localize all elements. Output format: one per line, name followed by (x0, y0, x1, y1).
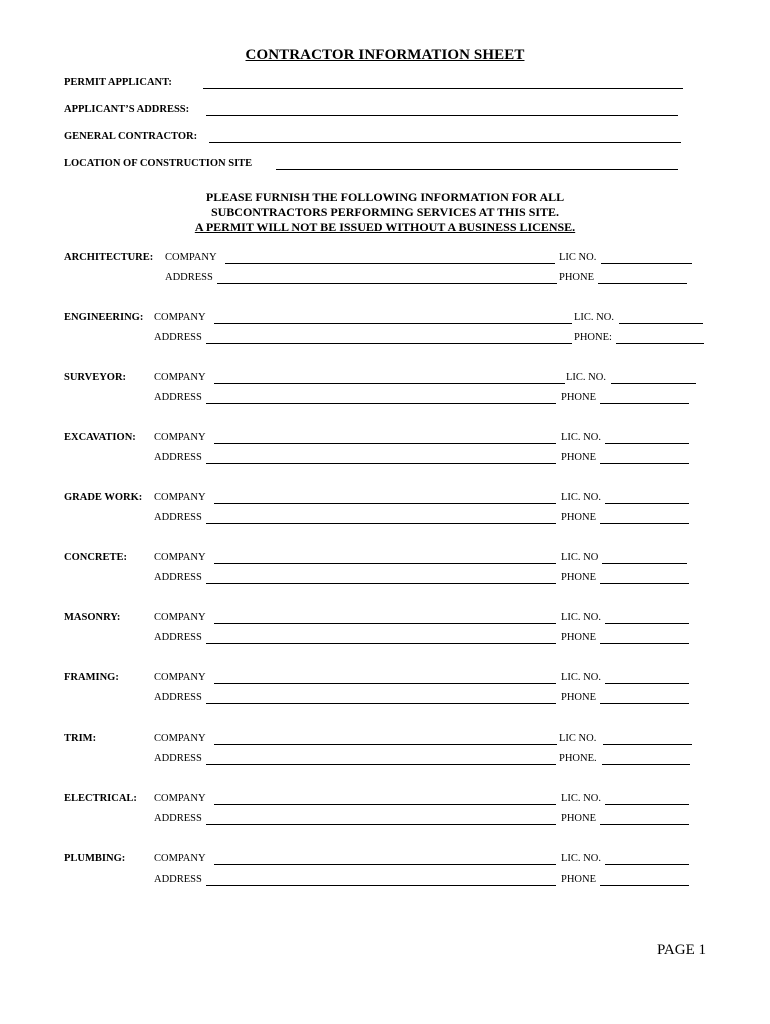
company-label: COMPANY (154, 733, 206, 744)
section-label-surveyor: SURVEYOR: (64, 372, 127, 383)
company-label: COMPANY (154, 372, 206, 383)
phone-label: PHONE (561, 813, 597, 824)
company-field[interactable] (214, 623, 556, 624)
address-field[interactable] (206, 463, 556, 464)
lic-no-label: LIC. NO. (566, 372, 606, 383)
phone-label: PHONE (561, 452, 597, 463)
lic-no-field[interactable] (605, 804, 689, 805)
company-field[interactable] (214, 683, 556, 684)
phone-label: PHONE (561, 874, 597, 885)
company-label: COMPANY (154, 793, 206, 804)
section-label-excavation: EXCAVATION: (64, 432, 136, 443)
section-label-concrete: CONCRETE: (64, 552, 128, 563)
page-title: CONTRACTOR INFORMATION SHEET (245, 47, 525, 63)
lic-no-label: LIC. NO. (561, 672, 601, 683)
company-field[interactable] (214, 443, 556, 444)
company-label: COMPANY (154, 432, 206, 443)
phone-field[interactable] (600, 583, 689, 584)
section-label-electrical: ELECTRICAL: (64, 793, 137, 804)
lic-no-field[interactable] (602, 563, 687, 564)
address-field[interactable] (206, 643, 556, 644)
phone-field[interactable] (616, 343, 704, 344)
company-label: COMPANY (154, 612, 206, 623)
applicant-address-label: APPLICANT’S ADDRESS: (64, 104, 190, 115)
phone-label: PHONE: (574, 332, 612, 343)
lic-no-label: LIC. NO. (561, 432, 601, 443)
address-label: ADDRESS (154, 572, 202, 583)
company-field[interactable] (214, 804, 556, 805)
applicant-address-field[interactable] (206, 115, 678, 116)
phone-field[interactable] (600, 885, 689, 886)
phone-label: PHONE (561, 632, 597, 643)
address-label: ADDRESS (154, 332, 202, 343)
lic-no-label: LIC. NO. (574, 312, 614, 323)
lic-no-label: LIC NO. (559, 733, 597, 744)
address-field[interactable] (206, 523, 556, 524)
permit-applicant-field[interactable] (203, 88, 683, 89)
address-field[interactable] (206, 403, 556, 404)
company-field[interactable] (225, 263, 555, 264)
phone-field[interactable] (598, 283, 687, 284)
address-label: ADDRESS (165, 272, 213, 283)
company-label: COMPANY (165, 252, 217, 263)
construction-site-field[interactable] (276, 169, 678, 170)
phone-field[interactable] (602, 764, 690, 765)
phone-field[interactable] (600, 824, 689, 825)
section-label-grade-work: GRADE WORK: (64, 492, 143, 503)
lic-no-label: LIC. NO. (561, 612, 601, 623)
phone-label: PHONE (559, 272, 595, 283)
section-label-masonry: MASONRY: (64, 612, 121, 623)
phone-field[interactable] (600, 643, 689, 644)
general-contractor-field[interactable] (209, 142, 681, 143)
page-number: PAGE 1 (656, 942, 706, 958)
phone-label: PHONE (561, 692, 597, 703)
phone-field[interactable] (600, 463, 689, 464)
lic-no-field[interactable] (603, 744, 692, 745)
address-label: ADDRESS (154, 512, 202, 523)
phone-label: PHONE (561, 512, 597, 523)
phone-label: PHONE (561, 392, 597, 403)
phone-label: PHONE. (559, 753, 597, 764)
phone-field[interactable] (600, 403, 689, 404)
company-label: COMPANY (154, 492, 206, 503)
address-label: ADDRESS (154, 692, 202, 703)
notice-line-3: A PERMIT WILL NOT BE ISSUED WITHOUT A BUSINESS LICENSE. (194, 220, 576, 234)
phone-label: PHONE (561, 572, 597, 583)
company-field[interactable] (214, 744, 557, 745)
address-label: ADDRESS (154, 813, 202, 824)
company-field[interactable] (214, 864, 556, 865)
lic-no-field[interactable] (619, 323, 703, 324)
address-field[interactable] (217, 283, 557, 284)
address-label: ADDRESS (154, 392, 202, 403)
lic-no-field[interactable] (605, 503, 689, 504)
address-field[interactable] (206, 764, 556, 765)
lic-no-label: LIC. NO. (561, 793, 601, 804)
section-label-trim: TRIM: (64, 733, 97, 744)
address-label: ADDRESS (154, 874, 202, 885)
company-label: COMPANY (154, 672, 206, 683)
lic-no-label: LIC NO. (559, 252, 597, 263)
notice-block (0, 190, 770, 235)
section-label-plumbing: PLUMBING: (64, 853, 126, 864)
address-field[interactable] (206, 885, 556, 886)
section-label-engineering: ENGINEERING: (64, 312, 144, 323)
company-field[interactable] (214, 503, 556, 504)
construction-site-label: LOCATION OF CONSTRUCTION SITE (64, 158, 253, 169)
company-label: COMPANY (154, 853, 206, 864)
address-label: ADDRESS (154, 753, 202, 764)
lic-no-field[interactable] (611, 383, 696, 384)
permit-applicant-label: PERMIT APPLICANT: (64, 77, 172, 88)
lic-no-field[interactable] (605, 443, 689, 444)
general-contractor-label: GENERAL CONTRACTOR: (64, 131, 198, 142)
phone-field[interactable] (600, 703, 689, 704)
lic-no-field[interactable] (601, 263, 692, 264)
company-label: COMPANY (154, 552, 206, 563)
section-label-architecture: ARCHITECTURE: (64, 252, 154, 263)
address-field[interactable] (206, 703, 556, 704)
lic-no-label: LIC. NO (561, 552, 599, 563)
address-field[interactable] (206, 583, 556, 584)
notice-line-2: SUBCONTRACTORS PERFORMING SERVICES AT THIS SITE. (210, 205, 560, 219)
address-label: ADDRESS (154, 452, 202, 463)
address-label: ADDRESS (154, 632, 202, 643)
phone-field[interactable] (600, 523, 689, 524)
address-field[interactable] (206, 343, 572, 344)
address-field[interactable] (206, 824, 556, 825)
notice-line-1: PLEASE FURNISH THE FOLLOWING INFORMATION FOR ALL (205, 190, 565, 204)
lic-no-label: LIC. NO. (561, 492, 601, 503)
lic-no-label: LIC. NO. (561, 853, 601, 864)
lic-no-field[interactable] (605, 623, 689, 624)
section-label-framing: FRAMING: (64, 672, 119, 683)
company-field[interactable] (214, 383, 565, 384)
lic-no-field[interactable] (605, 683, 689, 684)
lic-no-field[interactable] (605, 864, 689, 865)
company-field[interactable] (214, 323, 572, 324)
company-field[interactable] (214, 563, 556, 564)
company-label: COMPANY (154, 312, 206, 323)
